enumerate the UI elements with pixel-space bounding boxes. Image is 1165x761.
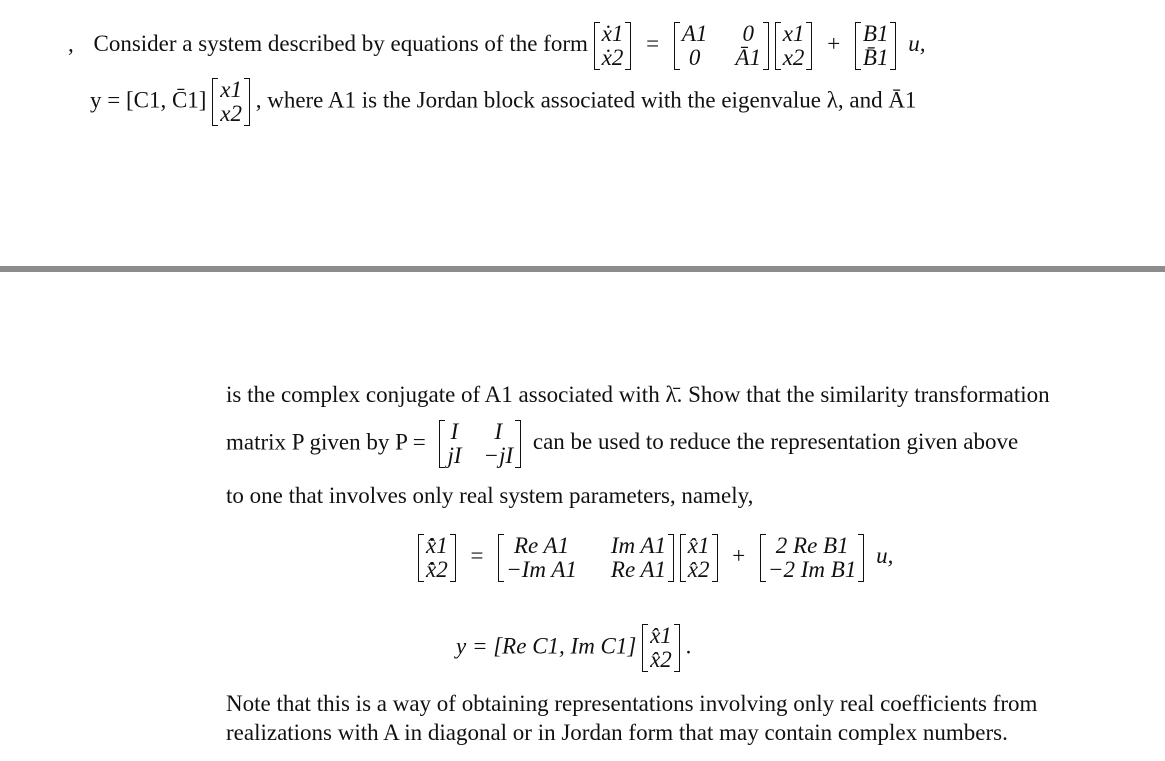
transformation-matrix — [439, 420, 521, 468]
page-divider — [0, 266, 1165, 272]
matrix-entry: I — [494, 419, 503, 444]
xhat-vector — [642, 624, 680, 672]
list-marker: , — [68, 31, 74, 57]
real-state-equation — [418, 534, 893, 582]
period: . — [685, 633, 692, 659]
matrix-entry: Re A1 — [513, 533, 570, 558]
xhat-vector — [680, 534, 718, 582]
vector-entry: B1 — [862, 21, 889, 46]
real-input-vector — [760, 534, 864, 582]
xhat-dot-vector — [418, 534, 456, 582]
vector-entry: x̂2 — [687, 557, 710, 582]
plus-sign: + — [732, 543, 746, 569]
paragraph-line-2 — [226, 420, 1018, 468]
vector-entry: x̂1 — [650, 623, 672, 648]
equals-sign: = — [470, 543, 484, 569]
matrix-entry: Ā1 — [735, 45, 761, 70]
output-row: y = [Re C1, Im C1] — [456, 633, 637, 659]
problem-statement-line-1 — [68, 22, 925, 70]
matrix-entry: A1 — [681, 21, 708, 46]
xdot-vector — [594, 22, 632, 70]
vector-entry: −2 Im B1 — [768, 557, 857, 582]
vector-entry: ẋ2 — [601, 45, 624, 70]
input-vector — [855, 22, 897, 70]
input-symbol: u, — [876, 543, 894, 569]
plus-sign: + — [827, 31, 841, 57]
matrix-entry: I — [450, 419, 459, 444]
paragraph-line-3: to one that involves only real system parameters, namely, — [226, 483, 754, 508]
vector-entry: x̂2 — [650, 647, 672, 672]
real-output-equation — [456, 624, 691, 672]
jordan-block-text: , where A1 is the Jordan block associated with the eigenvalue λ, and Ā1 — [255, 87, 917, 113]
problem-statement-line-2 — [90, 78, 916, 126]
vector-entry: x2 — [782, 45, 805, 70]
vector-entry: x̂̇1 — [426, 533, 448, 558]
vector-entry: x̂1 — [687, 533, 710, 558]
vector-entry: B̄1 — [862, 45, 889, 70]
vector-entry: 2 Re B1 — [775, 533, 849, 558]
matrix-entry: 0 — [742, 21, 754, 46]
vector-entry: x̂̇2 — [426, 557, 448, 582]
paragraph-line-1: is the complex conjugate of A1 associated with λ̄. Show that the similarity transformation — [226, 382, 1050, 407]
p-matrix-purpose: can be used to reduce the representation given above — [532, 429, 1019, 455]
intro-text: Consider a system described by equations of the form — [93, 31, 588, 57]
vector-entry: x2 — [220, 101, 242, 126]
vector-entry: x1 — [782, 21, 805, 46]
state-vector — [775, 22, 813, 70]
p-matrix-intro: matrix P given by P = — [226, 429, 426, 455]
matrix-entry: −jI — [483, 443, 514, 468]
real-system-matrix — [498, 534, 674, 582]
matrix-entry: −Im A1 — [506, 557, 577, 582]
matrix-entry: Im A1 — [610, 533, 667, 558]
input-symbol: u, — [908, 31, 926, 57]
system-matrix — [674, 22, 769, 70]
matrix-entry: Re A1 — [610, 557, 667, 582]
state-vector — [212, 78, 250, 126]
output-equation: y = [C1, C̄1] — [90, 87, 207, 113]
note-line-2: realizations with A in diagonal or in Jordan form that may contain complex numbers. — [226, 720, 1008, 745]
note-line-1: Note that this is a way of obtaining representations involving only real coefficients from — [226, 691, 1038, 716]
matrix-entry: jI — [447, 443, 462, 468]
vector-entry: x1 — [220, 77, 242, 102]
matrix-entry: 0 — [688, 45, 701, 70]
vector-entry: ẋ1 — [601, 21, 624, 46]
equals-sign: = — [646, 31, 660, 57]
